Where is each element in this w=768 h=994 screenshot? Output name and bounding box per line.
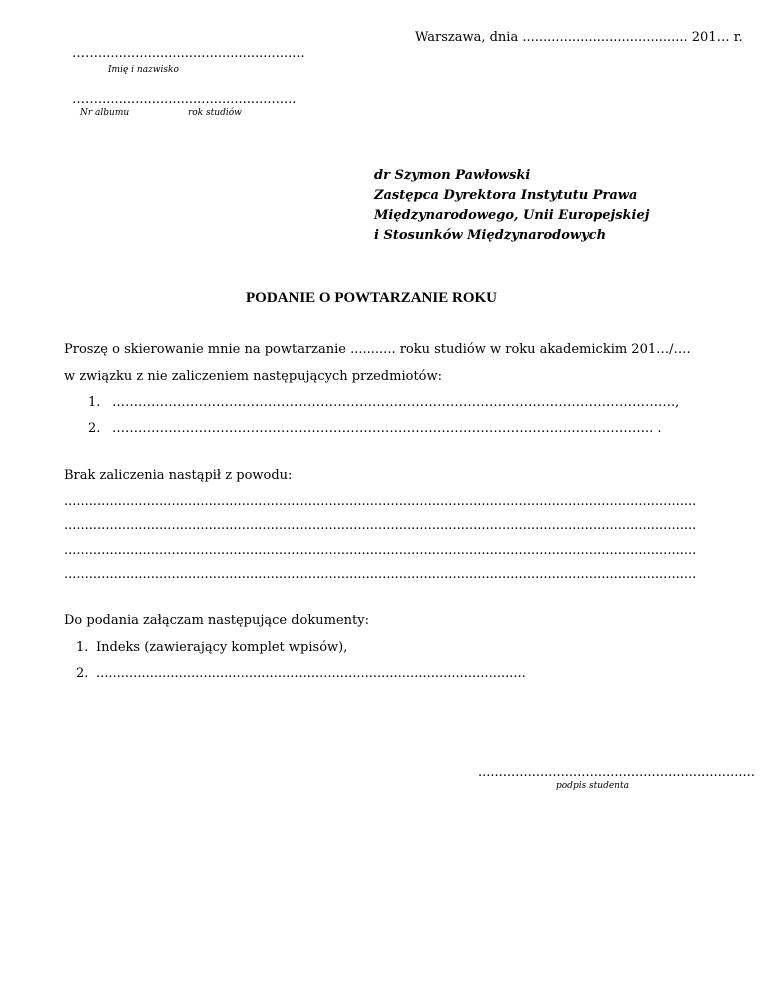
year-caption: rok studiów — [188, 108, 242, 118]
album-caption: Nr albumu — [80, 108, 130, 118]
attachment-number: 2. — [76, 666, 89, 681]
city-date-line: Warszawa, dnia ........................................ 201… r. — [415, 30, 743, 45]
reason-dotted-line — [64, 567, 696, 582]
subject-item — [88, 395, 679, 410]
request-line-2: w związku z nie zaliczeniem następujących przedmiotów: — [64, 369, 443, 384]
subject-text: …………………………………………………………………………………………………………….. . — [112, 421, 662, 436]
name-caption: Imię i nazwisko — [108, 65, 179, 75]
attachment-number: 1. — [76, 640, 89, 655]
subject-item — [88, 421, 662, 436]
subject-text: …………………………………………………………………………………………………………………., — [112, 395, 680, 410]
reason-dotted-line — [64, 543, 696, 558]
attachments-label: Do podania załączam następujące dokumenty: — [64, 613, 369, 628]
addressee-block — [374, 166, 649, 246]
reason-dotted-line — [64, 494, 696, 509]
signature-caption: podpis studenta — [556, 781, 629, 791]
addressee-line: Międzynarodowego, Unii Europejskiej — [374, 208, 650, 223]
addressee-line: i Stosunków Międzynarodowych — [374, 228, 607, 243]
subject-number: 1. — [88, 395, 101, 410]
reason-label: Brak zaliczenia nastąpił z powodu: — [64, 468, 293, 483]
signature-line: ................................................................... — [478, 765, 755, 780]
attachment-item — [76, 640, 347, 655]
name-line: …….................................................. — [72, 46, 305, 61]
document-title: PODANIE O POWTARZANIE ROKU — [246, 290, 497, 306]
attachment-text: ........................................................................................................ — [96, 666, 526, 681]
reason-dotted-line — [64, 518, 696, 533]
attachment-text: Indeks (zawierający komplet wpisów), — [96, 640, 348, 655]
subject-number: 2. — [88, 421, 101, 436]
addressee-line: Zastępca Dyrektora Instytutu Prawa — [374, 188, 638, 203]
request-line-1: Proszę o skierowanie mnie na powtarzanie ........... roku studiów w roku akademickim 201…/…. — [64, 342, 691, 357]
attachment-item — [76, 666, 526, 681]
album-line: ……................................................ — [72, 92, 297, 107]
addressee-line: dr Szymon Pawłowski — [374, 168, 531, 183]
